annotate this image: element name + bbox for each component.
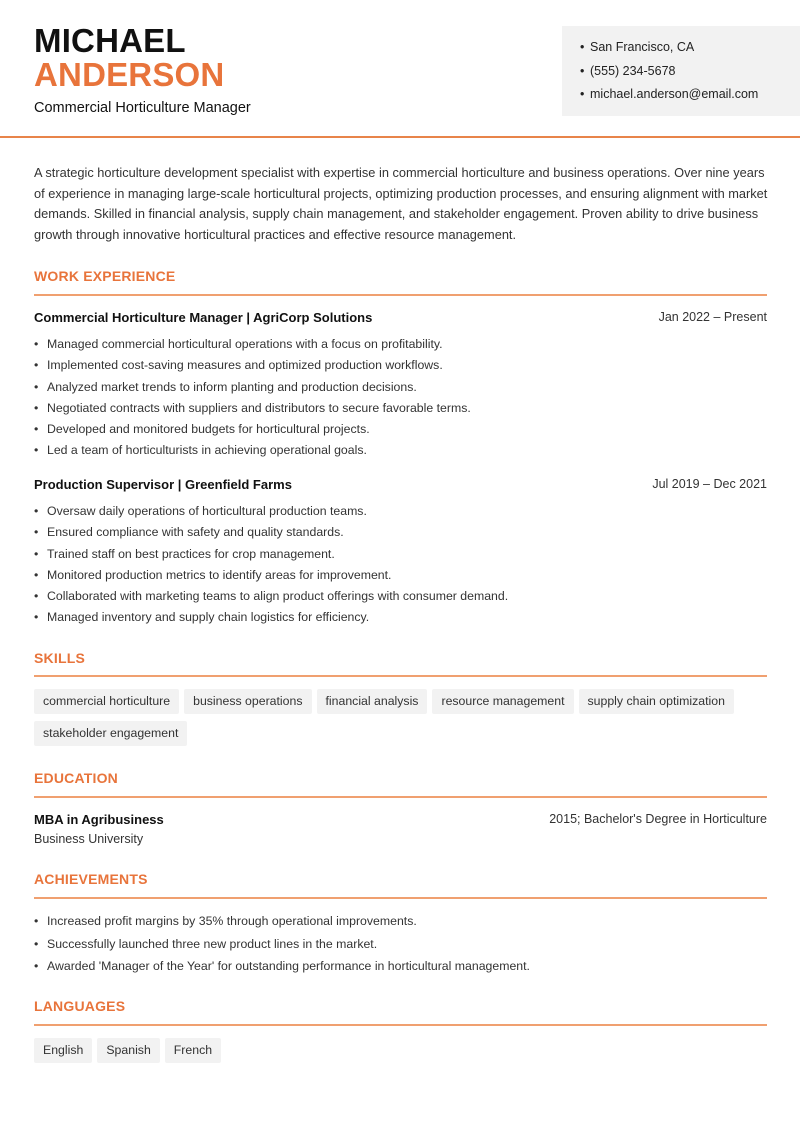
list-item: • Led a team of horticulturists in achieving operational goals. bbox=[34, 441, 767, 462]
section-divider bbox=[34, 294, 767, 296]
education-header bbox=[34, 812, 767, 832]
list-item: • Monitored production metrics to identify areas for improvement. bbox=[34, 566, 767, 587]
job-dates: Jan 2022 – Present bbox=[658, 310, 767, 324]
list-item: • Ensured compliance with safety and quality standards. bbox=[34, 523, 767, 544]
language-tag: English bbox=[34, 1038, 92, 1063]
skill-tag: business operations bbox=[184, 689, 311, 714]
list-item: • Analyzed market trends to inform planting and production decisions. bbox=[34, 378, 767, 399]
job-header bbox=[34, 477, 767, 497]
skill-tag: supply chain optimization bbox=[579, 689, 734, 714]
school-name: Business University bbox=[34, 832, 144, 846]
job-title: Commercial Horticulture Manager | AgriCorp Solutions bbox=[34, 310, 373, 325]
list-item: • Increased profit margins by 35% through operational improvements. bbox=[34, 912, 767, 935]
language-tag: Spanish bbox=[97, 1038, 159, 1063]
contact-location: • San Francisco, CA bbox=[580, 38, 800, 62]
language-tag: French bbox=[165, 1038, 221, 1063]
summary: A strategic horticulture development specialist with expertise in commercial horticulture and business operations. Over nine years of experience in managing large-scale horticultural projects, optimizing production processes, and ensuring alignment with market demands. Skilled in financial analysis, supply chain management, and stakeholder engagement. Proven ability to drive business growth through innovative horticultural practices and effective resource management. bbox=[34, 165, 768, 243]
skill-tag: stakeholder engagement bbox=[34, 721, 187, 746]
contact-phone: • (555) 234-5678 bbox=[580, 62, 800, 86]
job-bullets bbox=[34, 502, 767, 630]
skill-tag: commercial horticulture bbox=[34, 689, 179, 714]
job-title: Production Supervisor | Greenfield Farms bbox=[34, 477, 292, 492]
section-divider bbox=[34, 1024, 767, 1026]
list-item: • Implemented cost-saving measures and optimized production workflows. bbox=[34, 356, 767, 377]
job-bullets bbox=[34, 335, 767, 463]
section-divider bbox=[34, 897, 767, 899]
section-title-skills: SKILLS bbox=[34, 650, 85, 666]
section-title-work: WORK EXPERIENCE bbox=[34, 268, 176, 284]
languages-list bbox=[34, 1038, 767, 1070]
resume-header bbox=[0, 0, 800, 138]
contact-email[interactable]: • michael.anderson@email.com bbox=[580, 85, 800, 109]
skills-list bbox=[34, 689, 767, 753]
degree: MBA in Agribusiness bbox=[34, 812, 164, 827]
list-item: • Managed inventory and supply chain logistics for efficiency. bbox=[34, 608, 767, 629]
section-title-achievements: ACHIEVEMENTS bbox=[34, 871, 148, 887]
contact-box bbox=[562, 26, 800, 116]
education-detail: 2015; Bachelor's Degree in Horticulture bbox=[549, 812, 767, 826]
list-item: • Negotiated contracts with suppliers and distributors to secure favorable terms. bbox=[34, 399, 767, 420]
list-item: • Managed commercial horticultural operations with a focus on profitability. bbox=[34, 335, 767, 356]
skill-tag: financial analysis bbox=[317, 689, 428, 714]
job-dates: Jul 2019 – Dec 2021 bbox=[652, 477, 767, 491]
list-item: • Collaborated with marketing teams to align product offerings with consumer demand. bbox=[34, 587, 767, 608]
list-item: • Trained staff on best practices for crop management. bbox=[34, 545, 767, 566]
job-header bbox=[34, 310, 767, 330]
list-item: • Successfully launched three new product lines in the market. bbox=[34, 935, 767, 958]
first-name: MICHAEL bbox=[34, 22, 186, 59]
section-title-education: EDUCATION bbox=[34, 770, 118, 786]
list-item: • Oversaw daily operations of horticultural production teams. bbox=[34, 502, 767, 523]
list-item: • Developed and monitored budgets for horticultural projects. bbox=[34, 420, 767, 441]
section-divider bbox=[34, 675, 767, 677]
skill-tag: resource management bbox=[432, 689, 573, 714]
achievements-list bbox=[34, 912, 767, 980]
job-title: Commercial Horticulture Manager bbox=[34, 100, 251, 116]
section-divider bbox=[34, 796, 767, 798]
list-item: • Awarded 'Manager of the Year' for outstanding performance in horticultural management. bbox=[34, 957, 767, 980]
last-name: ANDERSON bbox=[34, 56, 225, 93]
section-title-languages: LANGUAGES bbox=[34, 998, 126, 1014]
